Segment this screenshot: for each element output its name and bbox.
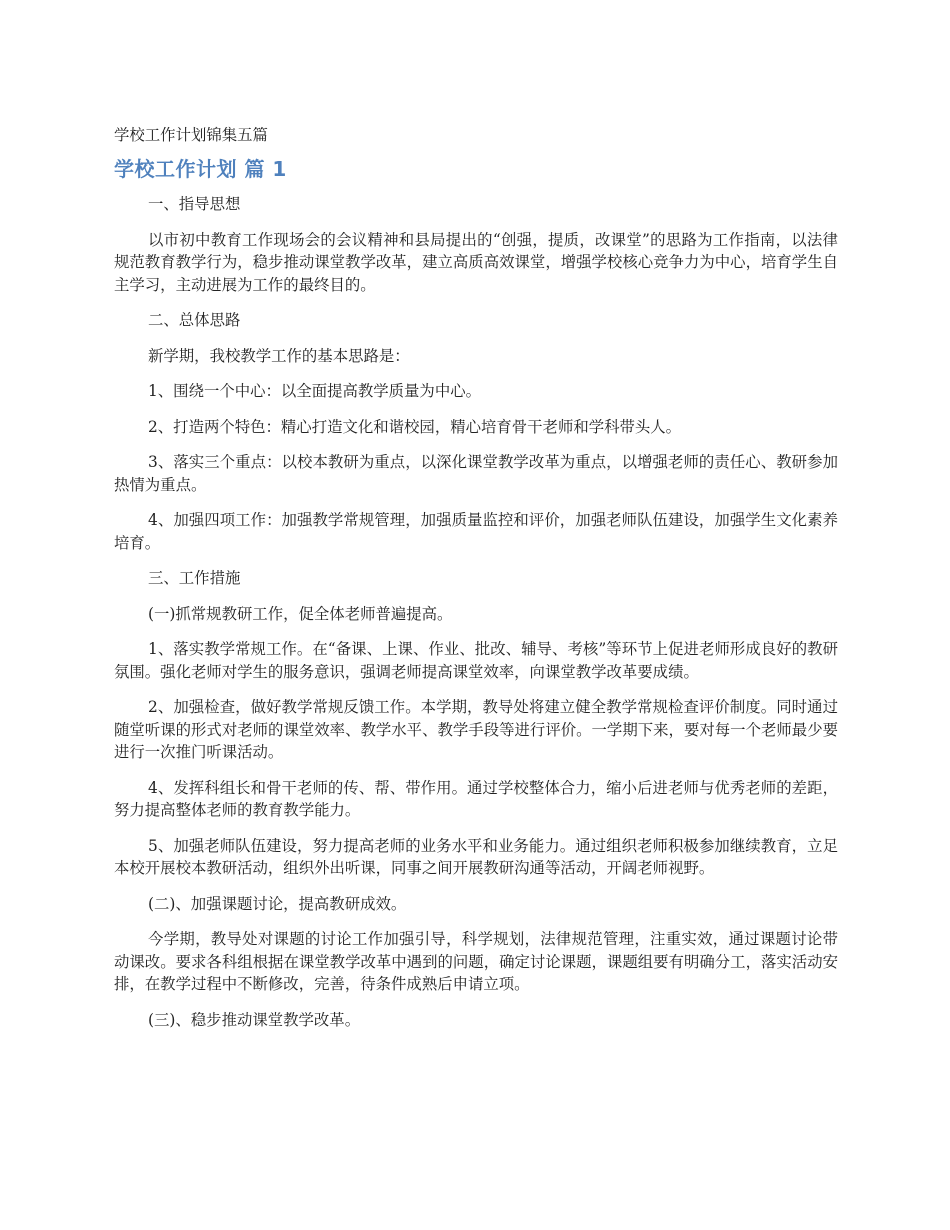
heading-general-approach: 二、总体思路 xyxy=(148,311,241,329)
list-item-strengthen-inspection: 2、加强检查，做好教学常规反馈工作。本学期，教导处将建立健全教学常规检查评价制度。同时通过随堂听课的形式对老师的课堂效率、教学水平、教学手段等进行评价。一学期下来，要对每一个老师最少要进行一次推门听课活动。 xyxy=(114,698,838,761)
list-item-four-tasks: 4、加强四项工作：加强教学常规管理，加强质量监控和评价，加强老师队伍建设，加强学生文化素养培育。 xyxy=(114,511,838,552)
list-item-three-priorities: 3、落实三个重点：以校本教研为重点，以深化课堂教学改革为重点，以增强老师的责任心、教研参加热情为重点。 xyxy=(114,453,838,494)
heading-guiding-ideology: 一、指导思想 xyxy=(148,195,241,213)
document-page xyxy=(114,124,838,1044)
section-heading: 学校工作计划 篇 1 xyxy=(114,157,287,181)
subheading-classroom-reform: (三)、稳步推动课堂教学改革。 xyxy=(148,1010,361,1029)
paragraph-semester-intro: 新学期，我校教学工作的基本思路是： xyxy=(148,346,410,365)
list-item-implement-routine: 1、落实教学常规工作。在“备课、上课、作业、批改、辅导、考核”等环节上促进老师形成良好的教研氛围。强化老师对学生的服务意识，强调老师提高课堂效率，向课堂教学改革要成绩。 xyxy=(114,640,838,681)
heading-work-measures: 三、工作措施 xyxy=(148,569,241,587)
paragraph-topic-research: 今学期，教导处对课题的讨论工作加强引导，科学规划，法律规范管理，注重实效，通过课题讨论带动课改。要求各科组根据在课堂教学改革中遇到的问题，确定讨论课题，课题组要有明确分工，落实活动安排，在教学过程中不断修改，完善，待条件成熟后申请立项。 xyxy=(114,930,838,993)
list-item-group-leaders: 4、发挥科组长和骨干老师的传、帮、带作用。通过学校整体合力，缩小后进老师与优秀老师的差距，努力提高整体老师的教育教学能力。 xyxy=(114,778,838,819)
subheading-topic-research: (二)、加强课题讨论，提高教研成效。 xyxy=(148,894,407,913)
list-item-teacher-team: 5、加强老师队伍建设，努力提高老师的业务水平和业务能力。通过组织老师积极参加继续教育，立足本校开展校本教研活动，组织外出听课，同事之间开展教研沟通等活动，开阔老师视野。 xyxy=(114,836,838,877)
subheading-routine-research: (一)抓常规教研工作，促全体老师普遍提高。 xyxy=(148,604,453,623)
list-item-one-center: 1、围绕一个中心：以全面提高教学质量为中心。 xyxy=(148,382,481,400)
document-title: 学校工作计划锦集五篇 xyxy=(114,126,268,144)
paragraph-guiding-ideology: 以市初中教育工作现场会的会议精神和县局提出的“创强，提质，改课堂”的思路为工作指南，以法律规范教育教学行为，稳步推动课堂教学改革，建立高质高效课堂，增强学校核心竞争力为中心，培育学生自主学习，主动进展为工作的最终目的。 xyxy=(114,230,838,294)
list-item-two-features: 2、打造两个特色：精心打造文化和谐校园，精心培育骨干老师和学科带头人。 xyxy=(148,417,682,436)
